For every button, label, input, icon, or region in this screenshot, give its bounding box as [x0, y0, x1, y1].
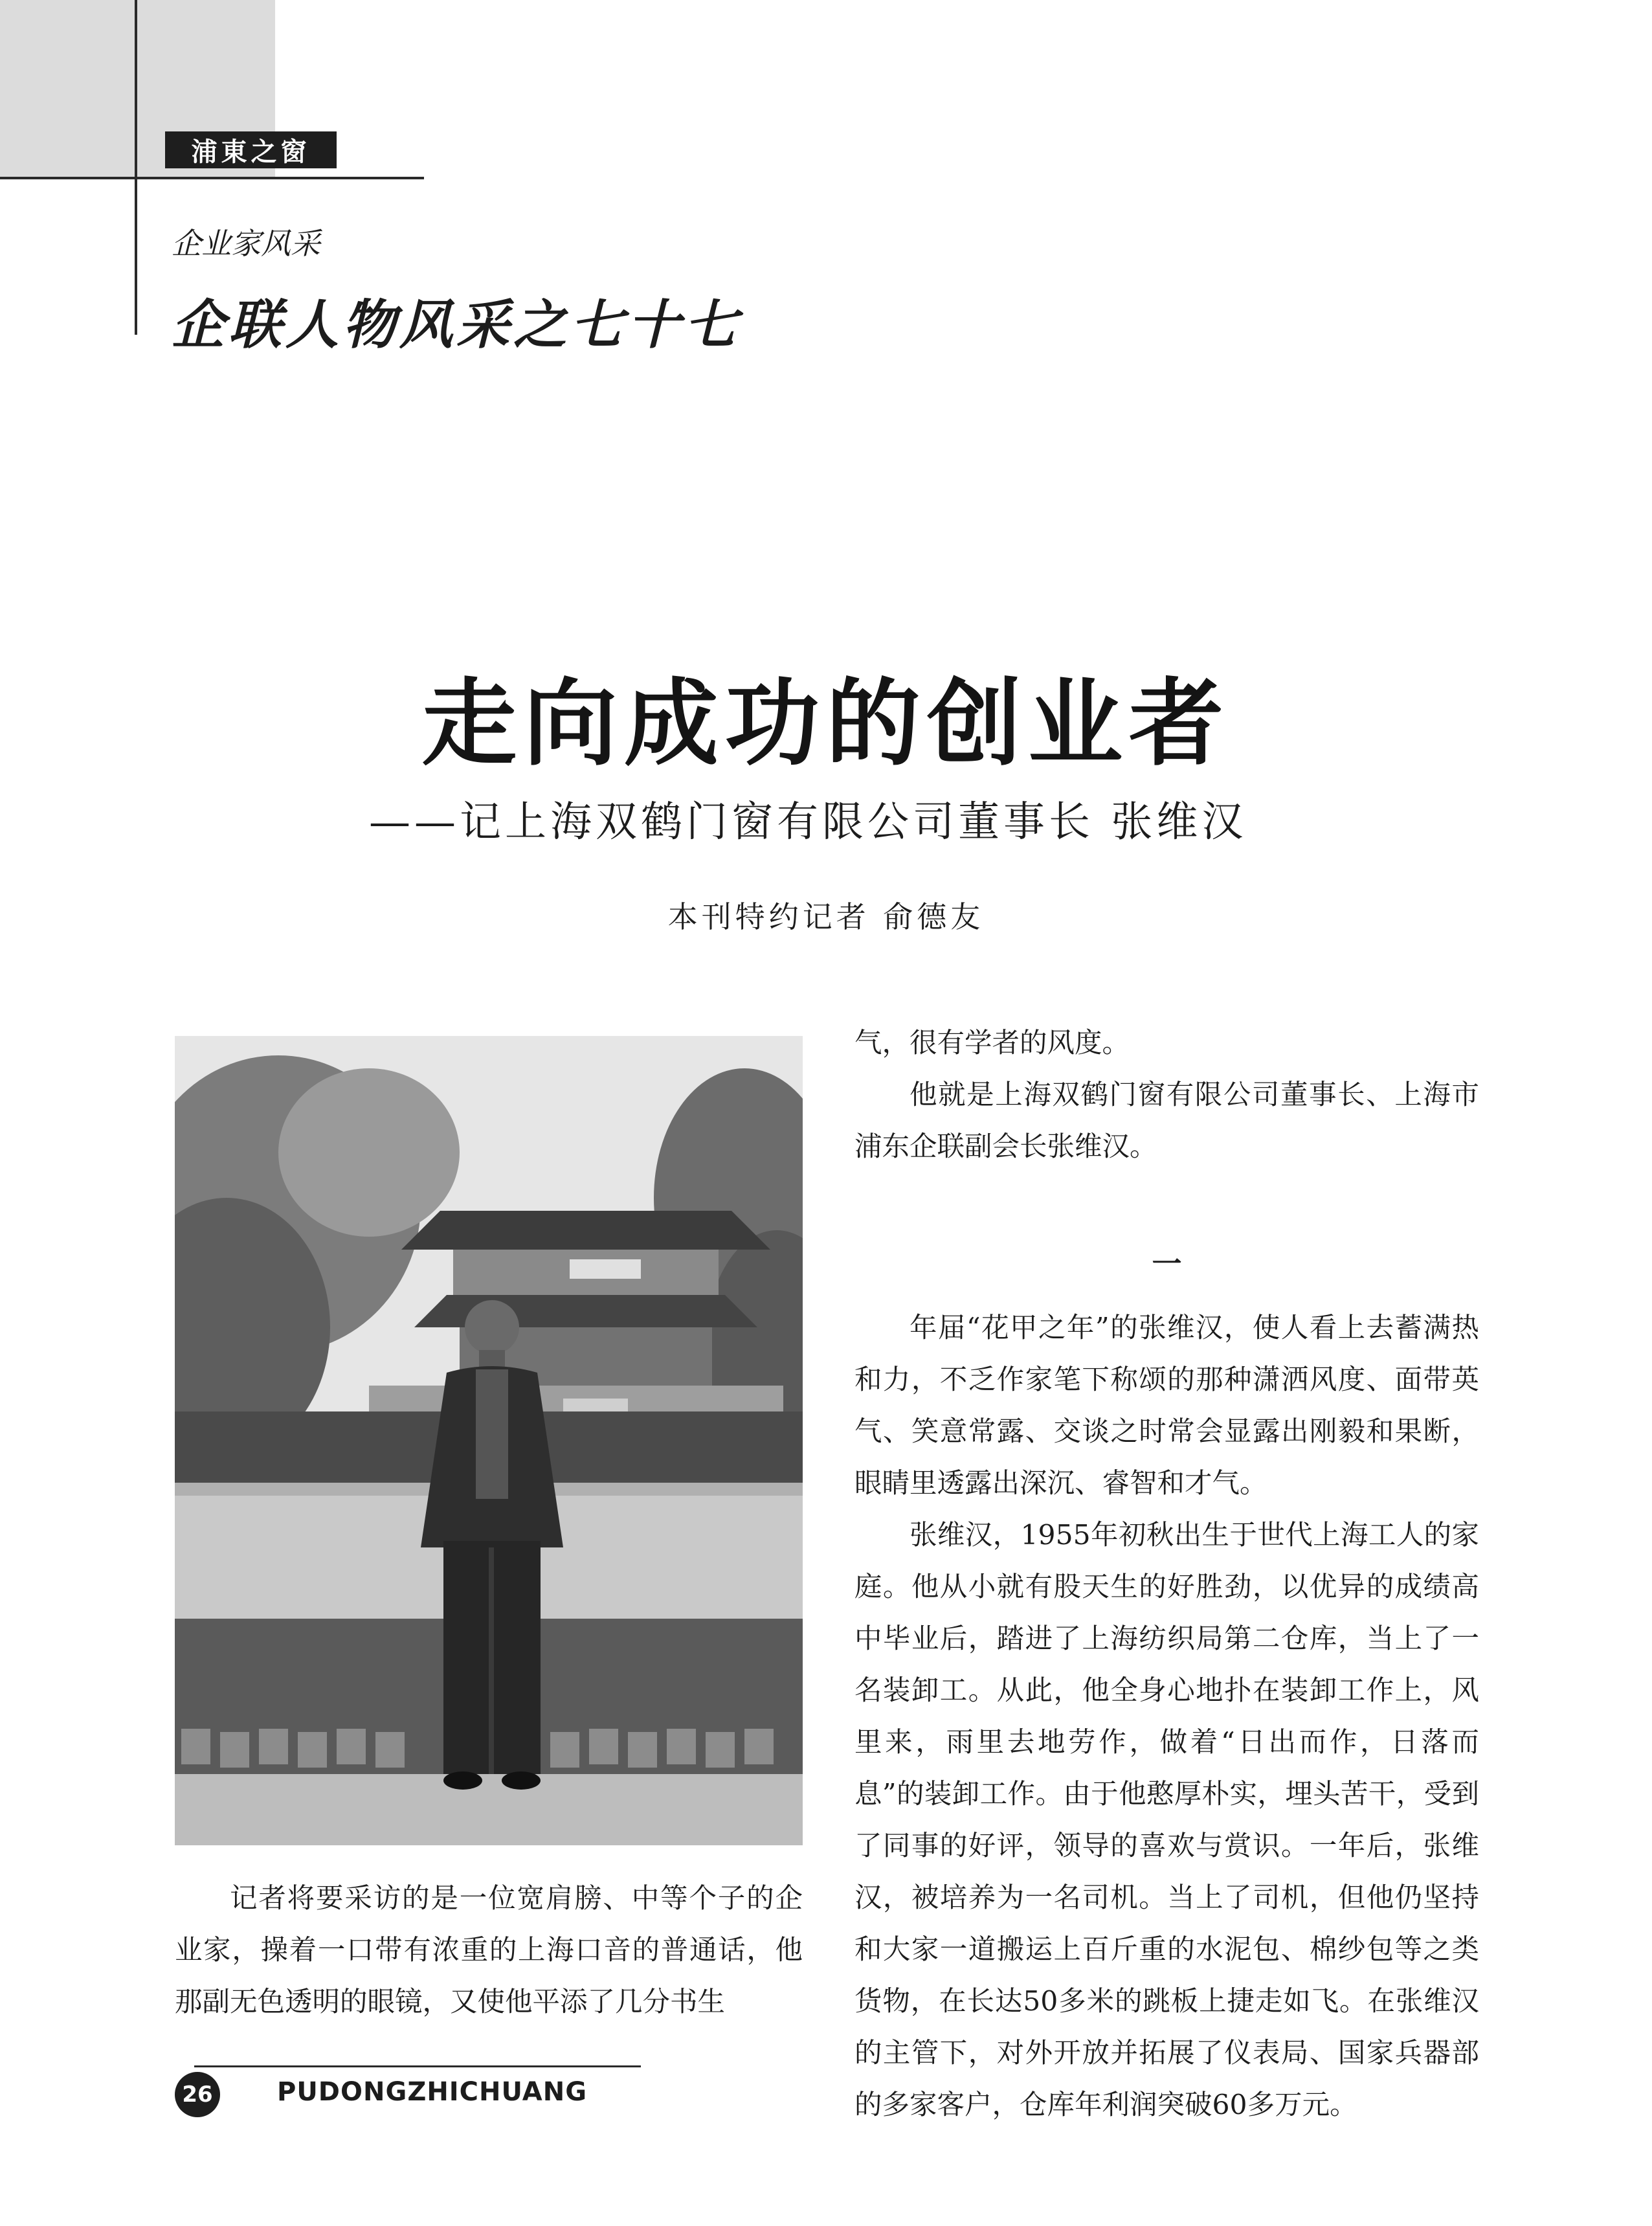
series-title: 企联人物风采之七十七 [172, 294, 741, 356]
paragraph: 张维汉，1955年初秋出生于世代上海工人的家庭。他从小就有股天生的好胜劲，以优异的成绩高中毕业后，踏进了上海纺织局第二仓库，当上了一名装卸工。从此，他全身心地扑在装卸工作上，风里来，雨里去地劳作，做着“日出而作，日落而息”的装卸工作。由于他憨厚朴实，埋头苦干，受到了同事的好评，领导的喜欢与赏识。一年后，张维汉，被培养为一名司机。当上了司机，但他仍坚持和大家一道搬运上百斤重的水泥包、棉纱包等之类货物，在长达50多米的跳板上捷走如飞。在张维汉的主管下，对外开放并拓展了仪表局、国家兵器部的多家客户，仓库年利润突破60多万元。 [854, 1520, 1479, 2121]
header-vertical-rule [135, 0, 137, 335]
section-label: 企业家风采 [172, 226, 320, 261]
portrait-photo [175, 1036, 803, 1845]
right-text-column [854, 1018, 1479, 2131]
paragraph: 年届“花甲之年”的张维汉，使人看上去蓄满热和力，不乏作家笔下称颂的那种潇洒风度、面带英气、笑意常露、交谈之时常会显露出刚毅和果断，眼睛里透露出深沉、睿智和才气。 [854, 1312, 1479, 1500]
paragraph: 他就是上海双鹤门窗有限公司董事长、上海市浦东企联副会长张维汉。 [854, 1079, 1479, 1163]
article-title: 走向成功的创业者 [422, 669, 1230, 779]
section-number: 一 [1152, 1246, 1182, 1281]
spacer [854, 1173, 1479, 1225]
paragraph: 记者将要采访的是一位宽肩膀、中等个子的企业家，操着一口带有浓重的上海口音的普通话，他那副无色透明的眼镜，又使他平添了几分书生 [175, 1883, 803, 2018]
article-subtitle: ——记上海双鹤门窗有限公司董事长 张维汉 [369, 798, 1247, 846]
article-byline: 本刊特约记者 俞德友 [667, 899, 985, 934]
column-logo: 浦東之窗 [165, 131, 337, 168]
footer-rule [194, 2065, 641, 2067]
header-horizontal-rule [0, 177, 424, 179]
left-text-column [175, 1873, 803, 2029]
page-number: 26 [175, 2072, 220, 2117]
publication-name: PUDONGZHICHUANG [277, 2077, 588, 2107]
paragraph: 气，很有学者的风度。 [854, 1028, 1130, 1059]
